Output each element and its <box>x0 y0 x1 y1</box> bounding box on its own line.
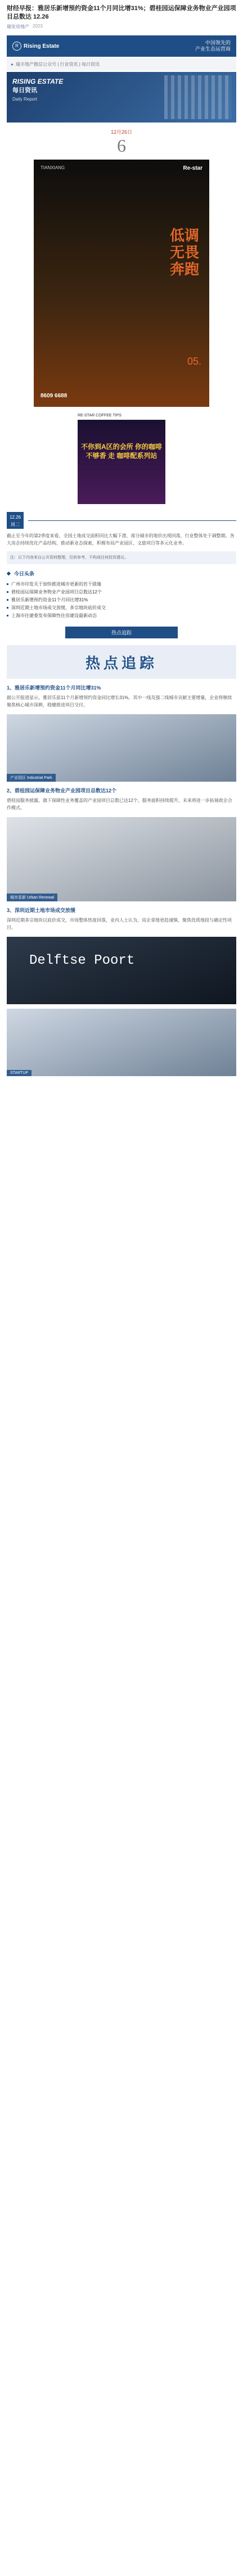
date-tag: 12.26 周二 <box>7 512 24 529</box>
account-name-link[interactable]: 瑞安房地产 <box>7 24 29 29</box>
news-photo <box>7 937 236 1004</box>
news-title: 2、碧桂园运保障业务物业产业园项目总数达12个 <box>7 788 117 793</box>
advertisement-poster[interactable] <box>34 160 209 407</box>
ad-brand-left: TIANXIANG <box>40 165 65 170</box>
breadcrumb[interactable] <box>7 58 236 71</box>
news-photo <box>7 817 236 901</box>
video-overlay-text: 不你到A区的会所 你的咖啡不够香 走 咖啡配系列站 <box>81 443 163 460</box>
news-body: 深圳近期多宗地块以底价成交，市场整体热度回落，业内人士认为，房企拿地更趋谨慎，聚焦优质地段与确定性项目。 <box>7 918 232 930</box>
article-meta <box>7 24 236 30</box>
toc-item[interactable]: 雅居乐新增预约资金11个月同比增31% <box>7 596 236 604</box>
logo-mark-icon: R <box>12 42 21 51</box>
ad-brand-right: Re-star <box>183 165 202 171</box>
intro-paragraph: 截止至今年的第2季度来看，全国土地成交面积同比大幅下滑，部分城市的地价出现回落，行业整体处于调整期。各大房企持续优化产品结构，推动新业态探索，积极布局产业园区、文旅项目等多元化业务。 <box>7 533 235 546</box>
photo-overlay-text: Delftse Poort <box>29 953 135 968</box>
banner-subtitle: Daily Report <box>12 97 38 102</box>
date-tag-row <box>7 512 236 529</box>
article-date: 2023 <box>33 24 43 29</box>
brand-logo <box>12 42 59 51</box>
date-block <box>0 128 243 156</box>
page-footer <box>0 1081 243 1092</box>
banner-title-en: RISING ESTATE <box>12 78 64 85</box>
remark-box: 注：以下内容来自公开资料整理，仅供参考，不构成任何投资建议。 <box>7 551 236 564</box>
video-title: RE-STAR COFFEE TIPS <box>78 414 122 418</box>
table-of-contents <box>7 570 236 620</box>
banner-title-cn: 每日资讯 <box>12 87 37 94</box>
toc-item[interactable]: 深圳近期土地市场成交放缓，多宗地块底价成交 <box>7 604 236 612</box>
article-title: 财经早报：雅居乐新增预约资金11个月同比增31%；碧桂园运保障业务物业产业园项目总数达 12.26 <box>7 5 236 20</box>
slogan-line-1: 中国领先的 <box>205 40 231 46</box>
slogan-line-2: 产业生态运营商 <box>195 46 231 52</box>
divider-line <box>28 520 236 521</box>
breadcrumb-text: 瑞丰地产微信公众号 | 行业资讯 | 每日资讯 <box>16 62 100 67</box>
photo-caption: STARTUP <box>7 1070 32 1076</box>
toc-heading-text: 今日头条 <box>14 571 34 577</box>
news-item <box>7 684 236 709</box>
news-title: 1、雅居乐新增预约资金11个月同比增31% <box>7 685 101 691</box>
toc-item[interactable]: 广州市印发关于加快推进城市更新的若干措施 <box>7 580 236 588</box>
hero-header <box>7 35 236 57</box>
article-page <box>0 0 243 1092</box>
news-body: 碧桂园服务披露，旗下保障性业务覆盖的产业园项目总数已达12个，服务面积持续提升，未来将进一步拓展政企合作模式。 <box>7 798 232 810</box>
news-photo <box>7 714 236 782</box>
toc-item[interactable]: 上海市住建委发布保障性住房建设最新动态 <box>7 612 236 620</box>
photo-caption: 产业园区 Industrial Park <box>7 774 56 782</box>
date-month: 12月26日 <box>110 129 133 135</box>
diamond-icon: ◆ <box>7 570 11 576</box>
toc-heading <box>7 570 236 577</box>
news-item <box>7 907 236 931</box>
ad-mark: 05. <box>187 356 201 367</box>
date-day: 6 <box>117 135 126 156</box>
news-item <box>7 787 236 811</box>
pin-icon: ▸ <box>11 62 14 67</box>
article-header <box>0 0 243 32</box>
news-photo <box>7 1009 236 1076</box>
hero-slogan <box>195 40 231 52</box>
toc-item[interactable]: 碧桂园运保障业务物业产业园项目总数达12个 <box>7 588 236 596</box>
news-title: 3、深圳近期土地市场成交放缓 <box>7 908 76 913</box>
hot-topics-banner: 热点追踪 <box>7 645 236 679</box>
logo-text: Rising Estate <box>24 43 60 49</box>
daily-report-banner <box>7 72 236 123</box>
section-title: 热点追踪 <box>65 627 178 638</box>
ad-headline: 低调 无畏 奔跑 <box>170 227 200 278</box>
news-body: 据公开报道显示，雅居乐前11个月新增预约资金同比增长31%，其中一线及强二线城市贡献主要增量，企业将继续聚焦核心城市深耕，稳健推进项目交付。 <box>7 695 232 708</box>
photo-caption: 城市更新 Urban Renewal <box>7 894 57 901</box>
video-player[interactable] <box>78 420 165 504</box>
ad-phone: 8609 6688 <box>40 393 68 399</box>
